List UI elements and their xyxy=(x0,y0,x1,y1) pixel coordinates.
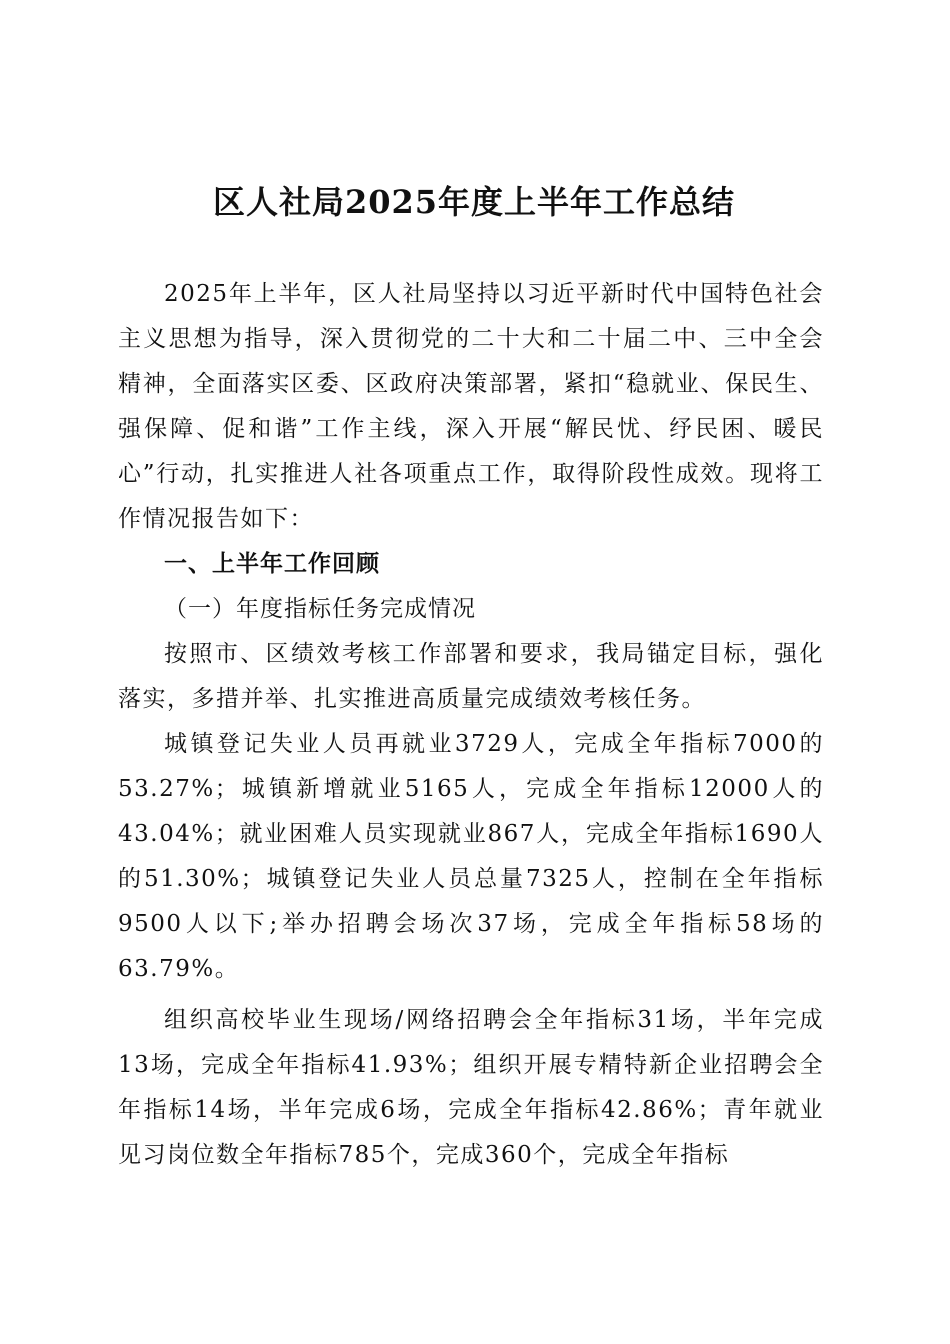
section-heading: 一、上半年工作回顾 xyxy=(164,551,380,577)
subsection-heading: （一）年度指标任务完成情况 xyxy=(164,596,476,622)
document-title: 区人社局2025年度上半年工作总结 xyxy=(212,183,736,221)
intro-paragraph: 2025年上半年，区人社局坚持以习近平新时代中国特色社会主义思想为指导，深入贯彻党的二十大和二十届二中、三中全会精神，全面落实区委、区政府决策部署，紧扣“稳就业、保民生、强保障、促和谐”工作主线，深入开展“解民忧、纾民困、暖民心”行动，扎实推进人社各项重点工作，取得阶段性成效。现将工作情况报告如下： xyxy=(118,281,824,532)
document-body xyxy=(118,272,824,1178)
body-paragraph: 组织高校毕业生现场/网络招聘会全年指标31场，半年完成13场，完成全年指标41.93%；组织开展专精特新企业招聘会全年指标14场，半年完成6场，完成全年指标42.86%；青年就业见习岗位数全年指标785个，完成360个，完成全年指标 xyxy=(118,1007,824,1168)
body-paragraph: 城镇登记失业人员再就业3729人，完成全年指标7000的53.27%；城镇新增就业5165人，完成全年指标12000人的43.04%；就业困难人员实现就业867人，完成全年指标1690人的51.30%；城镇登记失业人员总量7325人，控制在全年指标9500人以下;举办招聘会场次37场，完成全年指标58场的63.79%。 xyxy=(118,731,824,982)
body-paragraph: 按照市、区绩效考核工作部署和要求，我局锚定目标，强化落实，多措并举、扎实推进高质量完成绩效考核任务。 xyxy=(118,641,824,712)
